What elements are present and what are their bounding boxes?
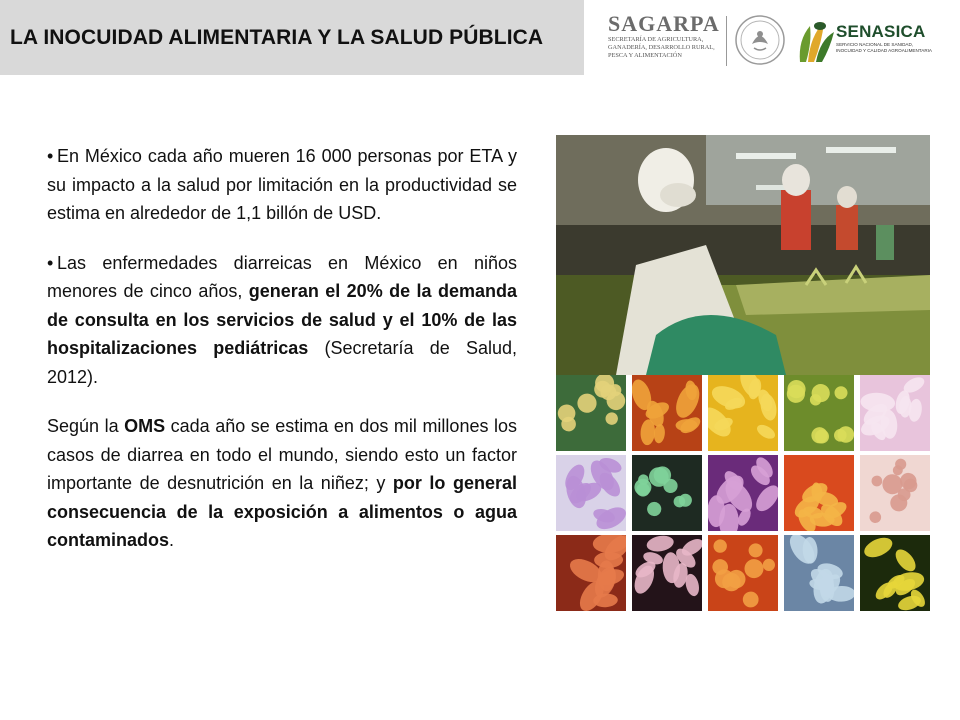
national-seal-icon — [734, 10, 786, 70]
bacteria-collage — [556, 375, 930, 611]
bacteria-tile — [556, 455, 626, 531]
bacterium-shape — [634, 478, 652, 496]
micrograph-shapes — [632, 455, 702, 531]
bacteria-tile — [860, 455, 930, 531]
bullet-icon: • — [47, 252, 54, 273]
senasica-emblem-icon — [790, 12, 838, 68]
bacteria-tile — [708, 535, 778, 611]
bacteria-tile — [784, 455, 854, 531]
senasica-name: SENASICA — [836, 22, 926, 41]
sagarpa-name: SAGARPA — [608, 11, 720, 36]
micrograph-shapes — [708, 375, 778, 451]
bacterium-shape — [755, 422, 778, 441]
bacterium-shape — [740, 588, 762, 610]
logo-divider — [726, 16, 727, 66]
sagarpa-sub-line: SECRETARÍA DE AGRICULTURA, — [608, 36, 704, 43]
bacterium-shape — [594, 552, 623, 569]
bacterium-shape — [646, 501, 662, 517]
sagarpa-sub-line: GANADERÍA, DESARROLLO RURAL, — [608, 44, 715, 51]
paragraph-3: Según la OMS cada año se estima en dos mil millones los casos de diarrea en todo el mundo, siendo esto un factor importante de desnutrición en la niñez; y por lo general consecuencia de la exposición a alimentos o agua contaminados. — [47, 416, 517, 550]
paragraph-1: • En México cada año mueren 16 000 personas por ETA y su impacto a la salud por limitación en la productividad se estima en alrededor de 1,1 billón de USD. — [47, 142, 517, 228]
micrograph-shapes — [784, 535, 854, 611]
bacterium-shape — [603, 410, 620, 427]
bacterium-shape — [713, 539, 728, 554]
sagarpa-logo — [608, 12, 728, 60]
micrograph-shapes — [860, 455, 930, 531]
bacteria-tile — [556, 535, 626, 611]
micrograph-shapes — [632, 375, 702, 451]
bacterium-shape — [752, 481, 778, 515]
micrograph-shapes — [784, 375, 854, 451]
bacteria-tile — [784, 375, 854, 451]
bacteria-tile — [632, 535, 702, 611]
bullet-icon: • — [47, 146, 54, 166]
bacterium-shape — [892, 546, 920, 575]
page-title: LA INOCUIDAD ALIMENTARIA Y LA SALUD PÚBLICA — [10, 26, 544, 49]
bacteria-tile — [632, 375, 702, 451]
body-text — [47, 142, 517, 576]
title-bar — [0, 0, 584, 75]
sagarpa-sub-line: PESCA Y ALIMENTACIÓN — [608, 52, 682, 59]
micrograph-shapes — [708, 535, 778, 611]
micrograph-shapes — [632, 535, 702, 611]
bacterium-shape — [835, 423, 854, 445]
paragraph-2: • Las enfermedades diarreicas en México en niños menores de cinco años, generan el 20% de la demanda de consulta en los servicios de salud y el 10% de las hospitalizaciones pediátricas (Secretaría de Salud, 2012). — [47, 249, 517, 392]
bacterium-shape — [861, 535, 895, 561]
micrograph-shapes — [556, 535, 626, 611]
senasica-sub-line: SERVICIO NACIONAL DE SANIDAD, — [836, 42, 914, 47]
bacterium-shape — [645, 535, 674, 553]
senasica-logo — [836, 22, 954, 54]
micrograph-shapes — [556, 375, 626, 451]
bacteria-tile — [556, 375, 626, 451]
bacteria-tile — [708, 375, 778, 451]
micrograph-shapes — [556, 455, 626, 531]
micrograph-shapes — [860, 375, 930, 451]
micrograph-shapes — [860, 535, 930, 611]
micrograph-shapes — [708, 455, 778, 531]
bacterium-shape — [867, 509, 883, 525]
bacterium-shape — [653, 424, 666, 444]
micrograph-shapes — [784, 455, 854, 531]
bacteria-tile — [784, 535, 854, 611]
bacterium-shape — [832, 384, 850, 402]
bacteria-tile — [860, 375, 930, 451]
senasica-sub-line: INOCUIDAD Y CALIDAD AGROALIMENTARIA — [836, 48, 932, 53]
food-workers-photo — [556, 135, 930, 375]
bacterium-shape — [575, 391, 599, 415]
bacteria-tile — [708, 455, 778, 531]
bacteria-tile — [860, 535, 930, 611]
bacterium-shape — [869, 474, 884, 489]
logos-area — [600, 8, 950, 72]
bacteria-tile — [632, 455, 702, 531]
bacterium-shape — [746, 541, 764, 559]
bacterium-shape — [808, 424, 830, 446]
